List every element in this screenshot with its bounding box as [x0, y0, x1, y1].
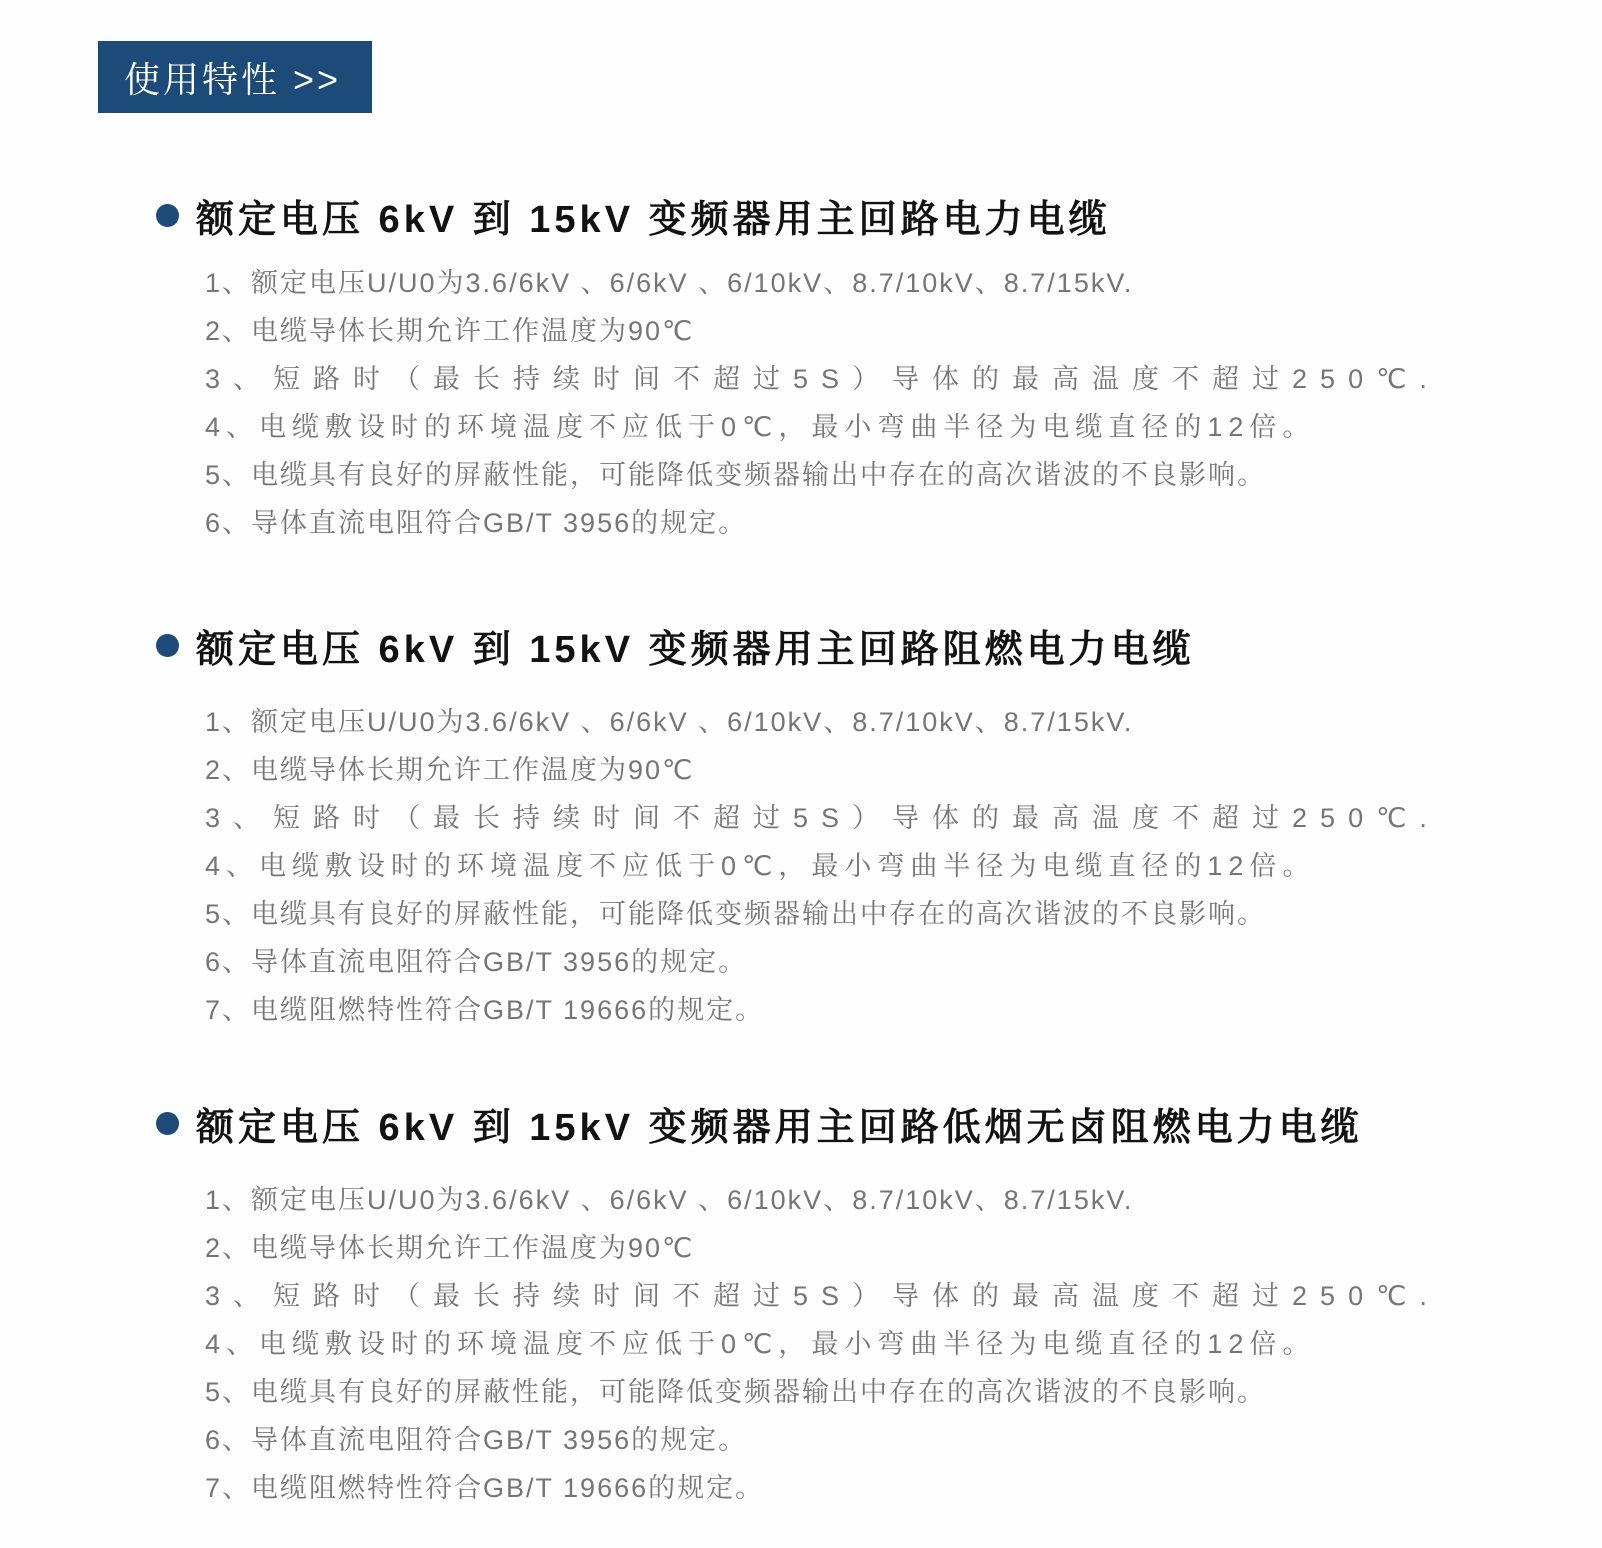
list-item: 2、电缆导体长期允许工作温度为90℃ [205, 755, 695, 785]
section-1-title: 额定电压 6kV 到 15kV 变频器用主回路电力电缆 [196, 198, 1111, 241]
list-item: 3、短路时（最长持续时间不超过5S）导体的最高温度不超过250℃. [205, 803, 1440, 833]
header-label: 使用特性 >> [124, 58, 342, 100]
list-item: 3、短路时（最长持续时间不超过5S）导体的最高温度不超过250℃. [205, 1281, 1440, 1311]
section-2-heading [156, 622, 1195, 671]
list-item: 4、电缆敷设时的环境温度不应低于0℃，最小弯曲半径为电缆直径的12倍。 [205, 851, 1316, 881]
list-item: 7、电缆阻燃特性符合GB/T 19666的规定。 [205, 995, 765, 1025]
list-item: 4、电缆敷设时的环境温度不应低于0℃，最小弯曲半径为电缆直径的12倍。 [205, 1329, 1316, 1359]
list-item: 1、额定电压U/U0为3.6/6kV 、6/6kV 、6/10kV、8.7/10kV、8.7/15kV. [205, 268, 1134, 298]
list-item: 7、电缆阻燃特性符合GB/T 19666的规定。 [205, 1473, 765, 1503]
list-item: 5、电缆具有良好的屏蔽性能，可能降低变频器输出中存在的高次谐波的不良影响。 [205, 1377, 1267, 1407]
list-item: 5、电缆具有良好的屏蔽性能，可能降低变频器输出中存在的高次谐波的不良影响。 [205, 899, 1267, 929]
bullet-icon [156, 1112, 179, 1135]
section-1-heading [156, 192, 1111, 241]
list-item: 1、额定电压U/U0为3.6/6kV 、6/6kV 、6/10kV、8.7/10kV、8.7/15kV. [205, 1185, 1134, 1215]
section-2-title: 额定电压 6kV 到 15kV 变频器用主回路阻燃电力电缆 [196, 628, 1195, 671]
list-item: 2、电缆导体长期允许工作温度为90℃ [205, 1233, 695, 1263]
list-item: 5、电缆具有良好的屏蔽性能，可能降低变频器输出中存在的高次谐波的不良影响。 [205, 460, 1267, 490]
section-3-list [205, 1176, 1440, 1512]
list-item: 1、额定电压U/U0为3.6/6kV 、6/6kV 、6/10kV、8.7/10kV、8.7/15kV. [205, 707, 1134, 737]
section-header-badge [98, 41, 372, 113]
section-3-heading [156, 1100, 1363, 1149]
section-2-list [205, 698, 1440, 1034]
section-3-title: 额定电压 6kV 到 15kV 变频器用主回路低烟无卤阻燃电力电缆 [196, 1106, 1363, 1149]
list-item: 2、电缆导体长期允许工作温度为90℃ [205, 316, 695, 346]
list-item: 6、导体直流电阻符合GB/T 3956的规定。 [205, 508, 748, 538]
section-1-list [205, 259, 1440, 547]
list-item: 6、导体直流电阻符合GB/T 3956的规定。 [205, 1425, 748, 1455]
list-item: 6、导体直流电阻符合GB/T 3956的规定。 [205, 947, 748, 977]
bullet-icon [156, 634, 179, 657]
list-item: 4、电缆敷设时的环境温度不应低于0℃，最小弯曲半径为电缆直径的12倍。 [205, 412, 1316, 442]
list-item: 3、短路时（最长持续时间不超过5S）导体的最高温度不超过250℃. [205, 364, 1440, 394]
bullet-icon [156, 204, 179, 227]
